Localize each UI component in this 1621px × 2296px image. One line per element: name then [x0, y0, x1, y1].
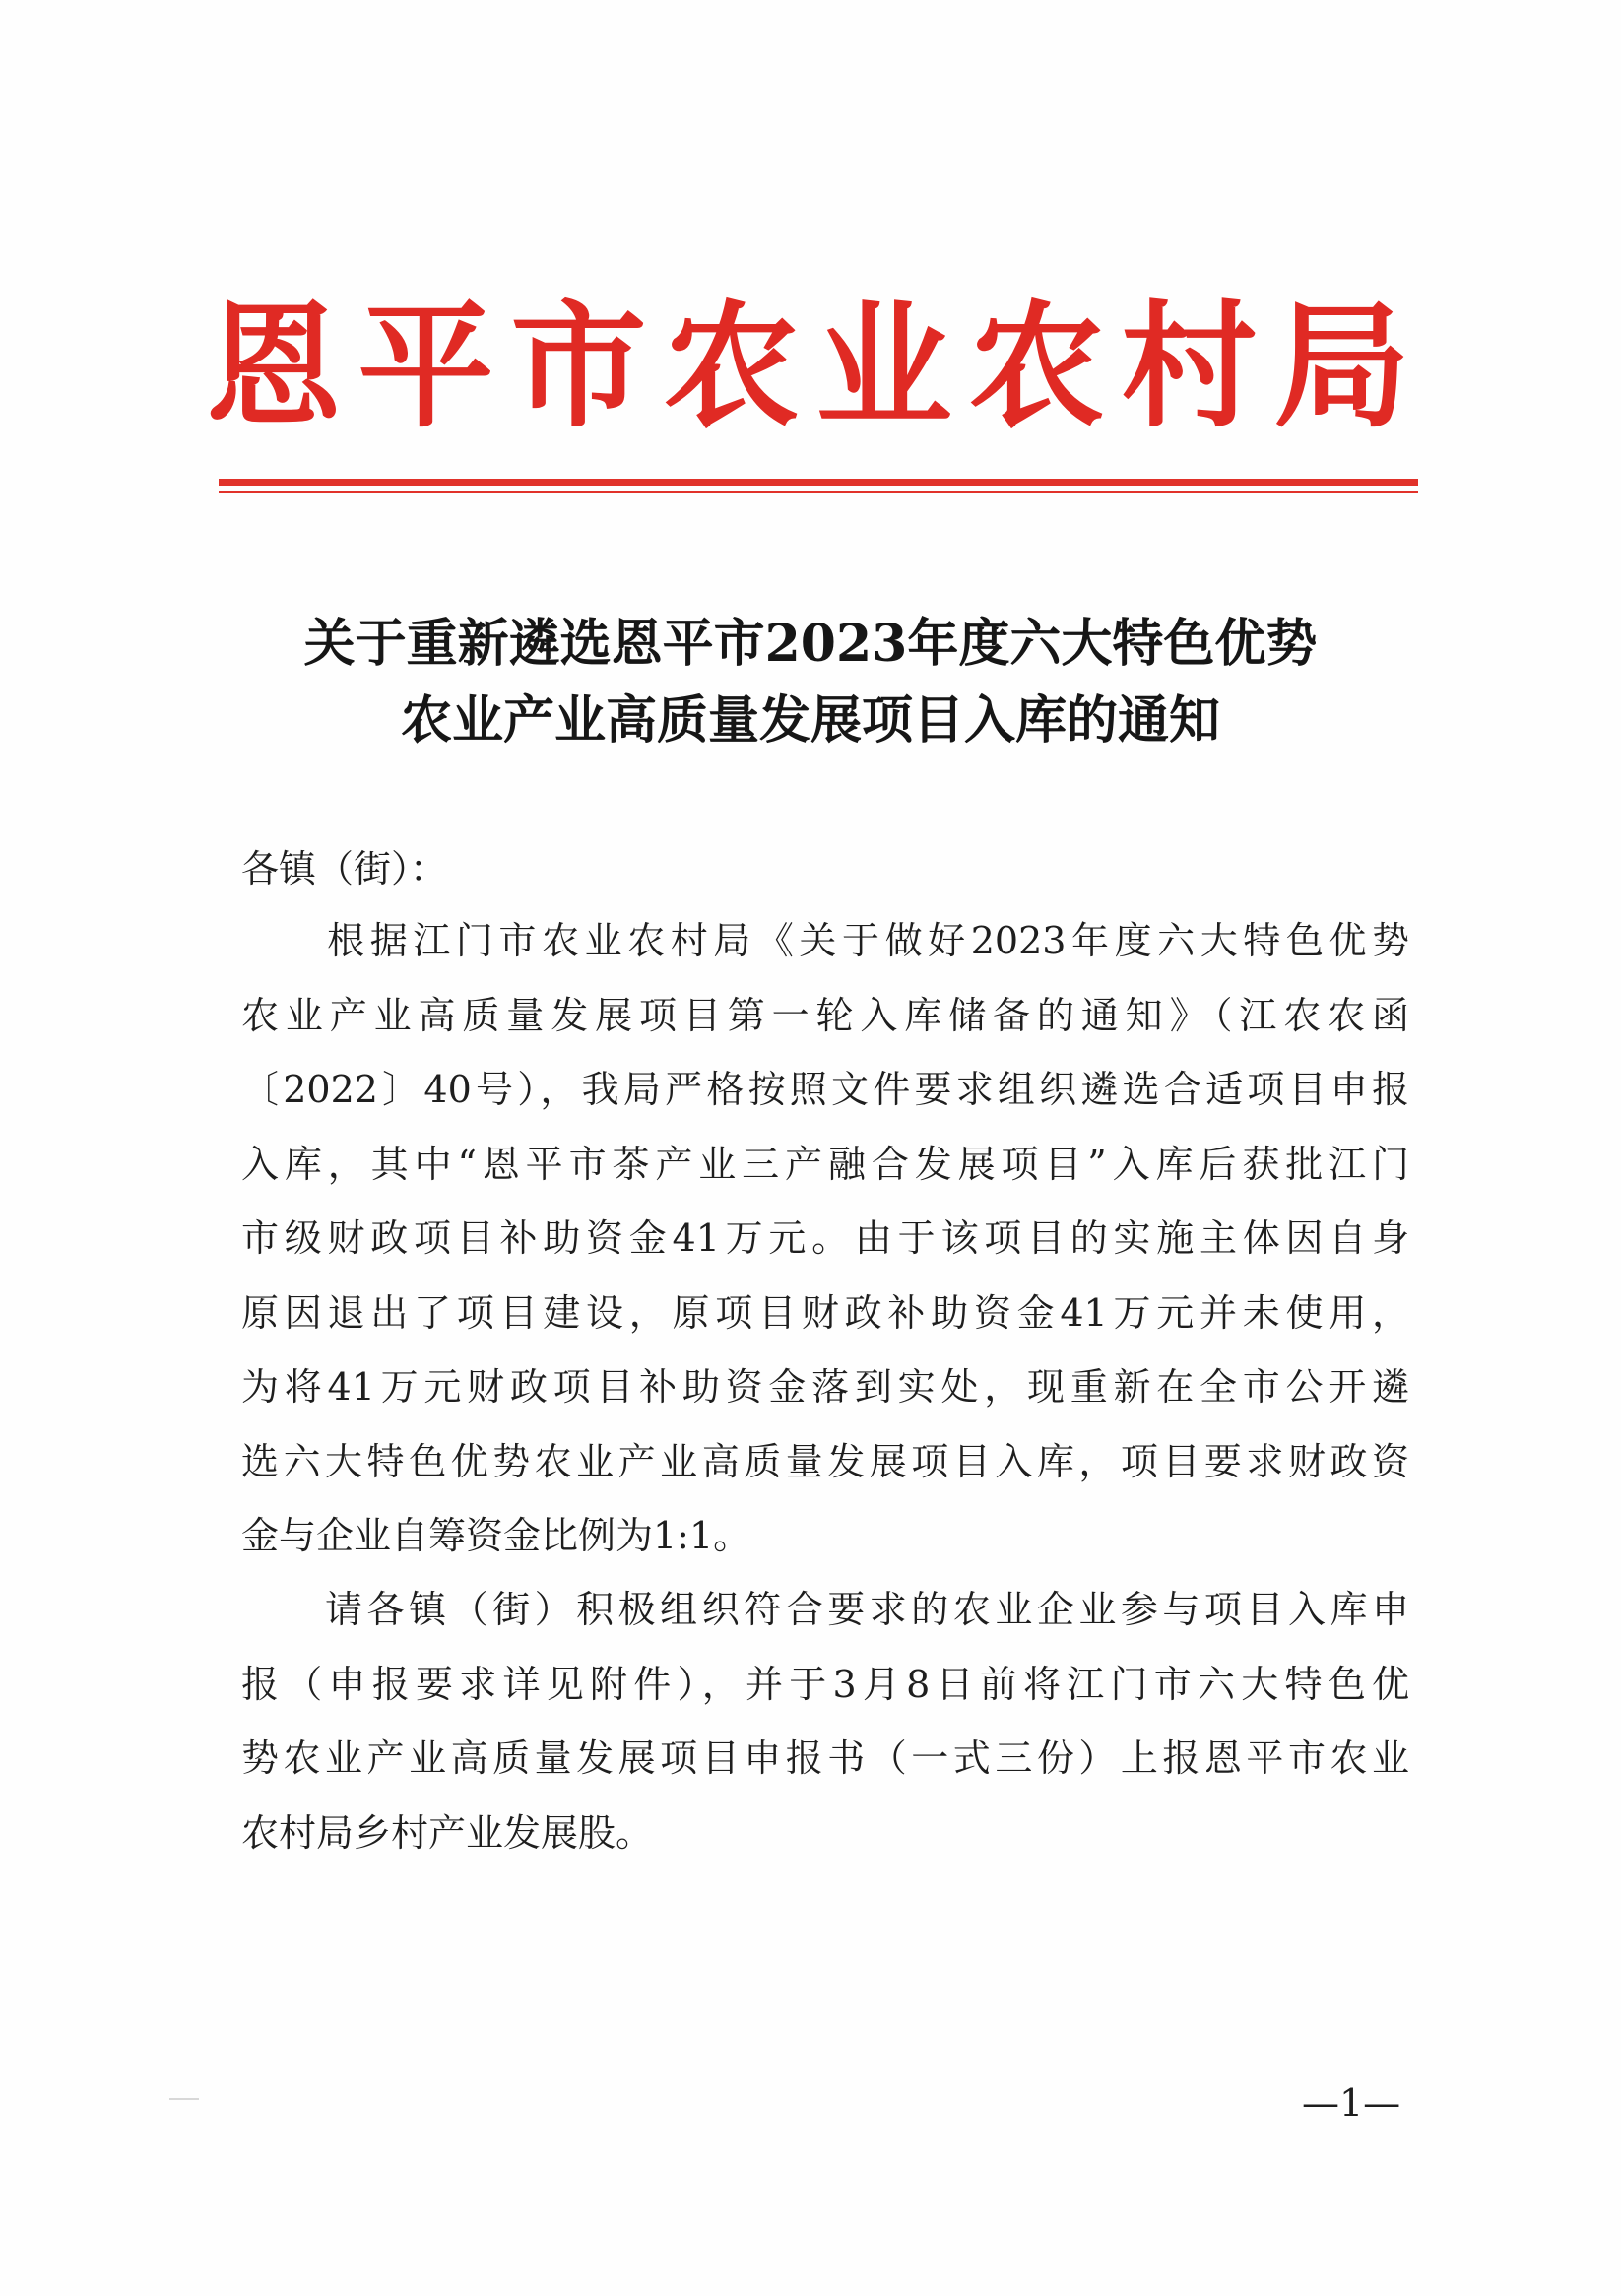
red-separator-thick: [219, 479, 1418, 486]
paragraph-line: 选六大特色优势农业产业高质量发展项目入库，项目要求财政资: [241, 1439, 1409, 1483]
paragraph-1: [241, 904, 1409, 1574]
header-char: 市: [510, 286, 647, 446]
paragraph-line: 势农业产业高质量发展项目申报书（一式三份）上报恩平市农业: [241, 1737, 1409, 1780]
paragraph-line: 为将41万元财政项目补助资金落到实处，现重新在全市公开遴: [241, 1365, 1409, 1409]
paragraph-line: 报（申报要求详见附件），并于3月8日前将江门市六大特色优: [241, 1662, 1409, 1706]
header-char: 局: [1273, 286, 1410, 446]
page-number: —1—: [1302, 2081, 1401, 2125]
paragraph-line: 农村局乡村产业发展股。: [241, 1810, 654, 1855]
title-line-1: 关于重新遴选恩平市2023年度六大特色优势: [303, 614, 1318, 674]
title-line-2: 农业产业高质量发展项目入库的通知: [400, 690, 1220, 751]
red-separator-thin: [219, 491, 1418, 493]
header-char: 农: [663, 286, 800, 446]
paragraph-line: 市级财政项目补助资金41万元。由于该项目的实施主体因自身: [241, 1216, 1409, 1260]
header-char: 业: [815, 286, 952, 446]
paragraph-line: 入库，其中“恩平市茶产业三产融合发展项目”入库后获批江门: [241, 1142, 1409, 1186]
paragraph-line: 金与企业自筹资金比例为1:1。: [241, 1514, 751, 1557]
paragraph-line: 〔2022〕40号），我局严格按照文件要求组织遴选合适项目申报: [241, 1068, 1409, 1111]
header-char: 平: [357, 286, 494, 446]
header-char: 恩: [205, 286, 342, 446]
paragraph-line: 农业产业高质量发展项目第一轮入库储备的通知》（江农农函: [241, 993, 1409, 1037]
paragraph-line: 原因退出了项目建设，原项目财政补助资金41万元并未使用，: [241, 1290, 1409, 1335]
paragraph-line: 根据江门市农业农村局《关于做好2023年度六大特色优势: [241, 919, 1409, 962]
issuing-authority-header: [197, 288, 1418, 445]
header-char: 农: [968, 286, 1105, 446]
salutation: 各镇（街）：: [241, 847, 448, 890]
paragraph-2: [241, 1573, 1409, 1870]
header-char: 村: [1121, 286, 1258, 446]
scan-artifact: [169, 2098, 199, 2100]
document-title: [177, 606, 1444, 759]
paragraph-line: 请各镇（街）积极组织符合要求的农业企业参与项目入库申: [241, 1588, 1409, 1631]
